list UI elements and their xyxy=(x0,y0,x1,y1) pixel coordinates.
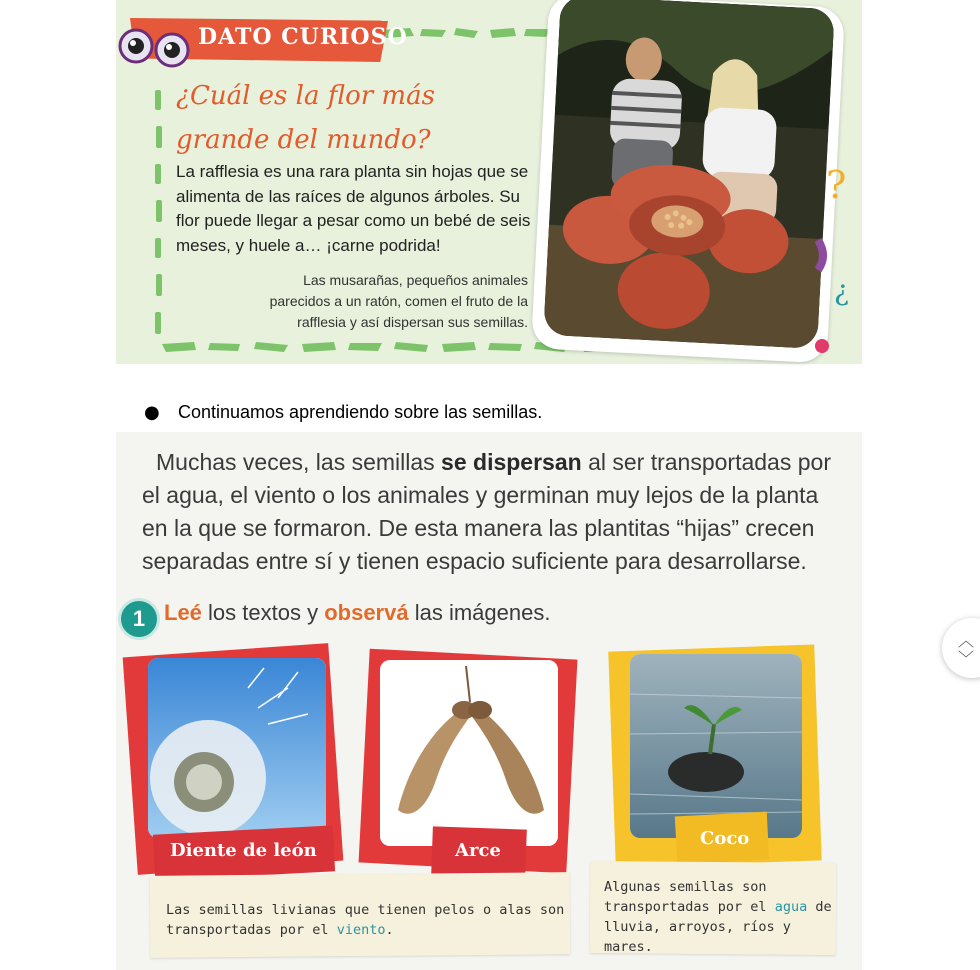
dash-decoration-left xyxy=(152,90,166,340)
svg-text:?: ? xyxy=(826,163,847,207)
dandelion-photo xyxy=(148,658,326,838)
note-wind-text xyxy=(166,900,566,940)
card-dandelion-label: Diente de león xyxy=(170,840,317,861)
note-water-text xyxy=(604,877,836,957)
chevron-up-icon[interactable]: ︿ xyxy=(958,631,975,650)
googly-eyes-icon xyxy=(118,24,198,74)
svg-text:¿: ¿ xyxy=(834,274,850,307)
activity-verb-lee: Leé xyxy=(164,600,202,625)
activity-end: las imágenes. xyxy=(408,600,551,625)
note-water-part2: de lluvia, arroyos, ríos y mares. xyxy=(604,899,832,955)
dispersion-paragraph xyxy=(142,446,842,578)
paragraph-bold: se dispersan xyxy=(441,449,582,475)
question-mark-decoration-icon xyxy=(806,150,866,360)
activity-number-badge: 1 xyxy=(118,598,160,640)
dato-curioso-title: DATO CURIOSO xyxy=(198,24,408,50)
rafflesia-photo xyxy=(543,0,834,349)
rafflesia-illustration xyxy=(543,0,834,349)
bullet-dot: ● xyxy=(144,402,160,423)
note-wind-part1: Las semillas livianas que tienen pelos o alas son transportadas por el xyxy=(166,902,565,938)
maple-seed-photo xyxy=(380,660,558,846)
coconut-photo xyxy=(630,654,802,838)
card-coconut-label: Coco xyxy=(700,828,750,849)
activity-instruction xyxy=(164,600,550,626)
paragraph-part2: al ser transportadas por el agua, el viento o los animales y germinan muy lejos de la planta en la que se formaron. De esta manera las plantitas “hijas” crecen separadas entre sí y tienen espacio suficiente para desarrollarse. xyxy=(142,449,831,574)
maple-seed-illustration xyxy=(380,660,558,846)
coconut-illustration xyxy=(630,654,802,838)
note-wind-part2: . xyxy=(385,922,394,938)
note-water-highlight: agua xyxy=(774,899,808,915)
note-water-part1: Algunas semillas son transportadas por el xyxy=(604,879,775,915)
note-wind-highlight: viento xyxy=(336,922,386,938)
card-maple-label: Arce xyxy=(455,840,501,861)
chevron-down-icon[interactable]: ﹀ xyxy=(958,649,975,668)
paragraph-part1: Muchas veces, las semillas xyxy=(156,449,442,475)
dato-body-text: La rafflesia es una rara planta sin hojas que se alimenta de las raíces de algunos árboles. Su flor puede llegar a pesar como un bebé de seis meses, y huele a… ¡carne podrida! xyxy=(176,162,531,255)
activity-mid: los textos y xyxy=(201,600,325,625)
dato-note-text: Las musarañas, pequeños animales parecidos a un ratón, comen el fruto de la rafflesia y así dispersan sus semillas. xyxy=(269,272,528,330)
dandelion-illustration xyxy=(148,658,326,838)
dato-question: ¿Cuál es la flor más grande del mundo? xyxy=(176,81,435,155)
activity-verb-observa: observá xyxy=(324,600,409,625)
bullet-text: Continuamos aprendiendo sobre las semillas. xyxy=(178,402,543,422)
